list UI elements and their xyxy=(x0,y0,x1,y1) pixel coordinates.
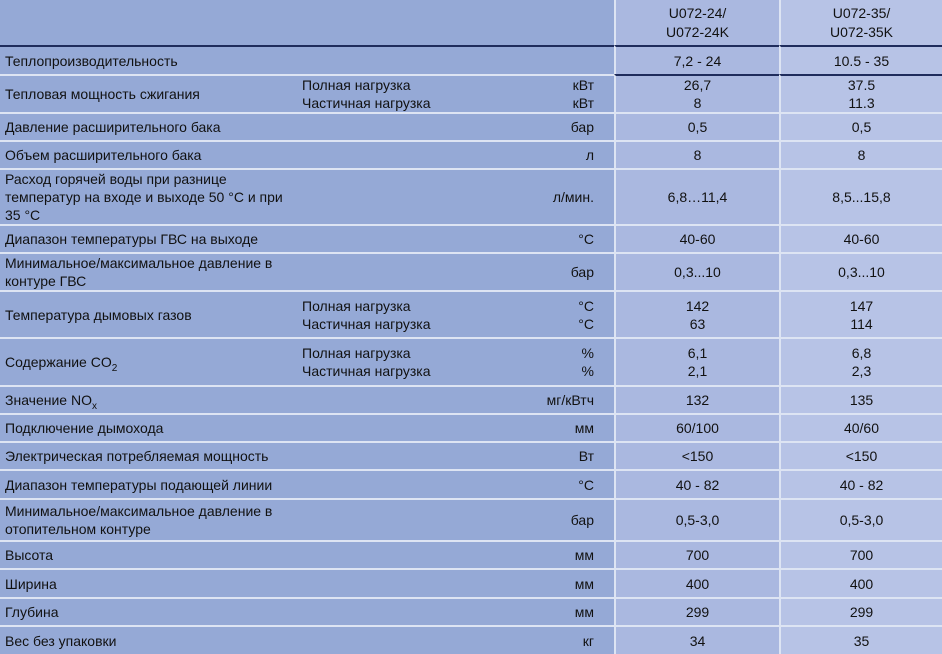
unit: °C xyxy=(485,469,614,498)
table-row xyxy=(0,252,942,290)
parameter-label: Содержание $CO_2$ xyxy=(0,337,300,385)
label-subscript: x xyxy=(91,400,97,412)
load-condition xyxy=(300,224,485,252)
model-1-value: 0,5 xyxy=(614,112,779,140)
model-1-value: <150 xyxy=(614,441,779,469)
load-condition xyxy=(300,498,485,540)
table-row xyxy=(0,413,942,441)
unit: мм xyxy=(485,568,614,597)
parameter-label: Теплопроизводительность xyxy=(0,45,300,74)
parameter-label: Высота xyxy=(0,540,300,568)
load-condition: Полная нагрузка Частичная нагрузка xyxy=(300,337,485,385)
parameter-label: Диапазон температуры подающей линии xyxy=(0,469,300,498)
unit: мм xyxy=(485,597,614,625)
unit xyxy=(485,45,614,74)
unit: бар xyxy=(485,498,614,540)
table-row xyxy=(0,74,942,112)
table-row xyxy=(0,498,942,540)
model-2-value: 0,5 xyxy=(779,112,942,140)
model-1-value: 7,2 - 24 xyxy=(614,45,779,74)
table-row xyxy=(0,568,942,597)
load-condition xyxy=(300,252,485,290)
load-condition: Полная нагрузка Частичная нагрузка xyxy=(300,290,485,337)
model-1-value: 26,7 8 xyxy=(614,74,779,112)
table-row xyxy=(0,385,942,413)
table-row xyxy=(0,337,942,385)
unit: бар xyxy=(485,252,614,290)
load-condition xyxy=(300,45,485,74)
load-condition xyxy=(300,597,485,625)
unit: °C °C xyxy=(485,290,614,337)
table-header-row xyxy=(0,0,942,45)
unit: мг/кВтч xyxy=(485,385,614,413)
model-1-value: 700 xyxy=(614,540,779,568)
model-1-value: 6,8…11,4 xyxy=(614,168,779,224)
parameter-label: Давление расширительного бака xyxy=(0,112,300,140)
model-1-value: 40 - 82 xyxy=(614,469,779,498)
model-2-value: 147 114 xyxy=(779,290,942,337)
model-2-value: 6,8 2,3 xyxy=(779,337,942,385)
parameter-label: Минимальное/максимальное давление в контуре ГВС xyxy=(0,252,300,290)
load-condition xyxy=(300,413,485,441)
model-1-value: 8 xyxy=(614,140,779,168)
model-1-value: 132 xyxy=(614,385,779,413)
model-2-header: U072-35/ U072-35K xyxy=(779,0,942,45)
table-row xyxy=(0,45,942,74)
table-row xyxy=(0,290,942,337)
table-row xyxy=(0,540,942,568)
parameter-label: Расход горячей воды при разнице температур на входе и выходе 50 °C и при 35 °C xyxy=(0,168,300,224)
table-row xyxy=(0,224,942,252)
model-1-value: 60/100 xyxy=(614,413,779,441)
parameter-label: Температура дымовых газов xyxy=(0,290,300,337)
model-2-value: 700 xyxy=(779,540,942,568)
model-1-value: 142 63 xyxy=(614,290,779,337)
parameter-label: Вес без упаковки xyxy=(0,625,300,654)
model-2-value: 400 xyxy=(779,568,942,597)
model-1-value: 0,3...10 xyxy=(614,252,779,290)
model-2-value: <150 xyxy=(779,441,942,469)
model-2-value: 8 xyxy=(779,140,942,168)
table-row xyxy=(0,469,942,498)
model-1-value: 0,5-3,0 xyxy=(614,498,779,540)
model-2-value: 0,3...10 xyxy=(779,252,942,290)
model-2-value: 299 xyxy=(779,597,942,625)
unit: кВт кВт xyxy=(485,74,614,112)
unit: мм xyxy=(485,413,614,441)
unit: бар xyxy=(485,112,614,140)
unit: л xyxy=(485,140,614,168)
parameter-label: Подключение дымохода xyxy=(0,413,300,441)
table-row xyxy=(0,597,942,625)
label-subscript: 2 xyxy=(111,362,118,374)
parameter-label: Минимальное/максимальное давление в отопительном контуре xyxy=(0,498,300,540)
table-row xyxy=(0,168,942,224)
load-condition: Полная нагрузка Частичная нагрузка xyxy=(300,74,485,112)
model-2-value: 35 xyxy=(779,625,942,654)
load-condition xyxy=(300,625,485,654)
load-condition xyxy=(300,469,485,498)
load-condition xyxy=(300,112,485,140)
table-row xyxy=(0,112,942,140)
model-2-value: 40-60 xyxy=(779,224,942,252)
model-2-value: 10.5 - 35 xyxy=(779,45,942,74)
model-1-value: 400 xyxy=(614,568,779,597)
load-condition xyxy=(300,168,485,224)
table-row xyxy=(0,441,942,469)
unit: % % xyxy=(485,337,614,385)
parameter-label: Электрическая потребляемая мощность xyxy=(0,441,300,469)
parameter-label: Глубина xyxy=(0,597,300,625)
unit: л/мин. xyxy=(485,168,614,224)
model-2-value: 135 xyxy=(779,385,942,413)
header-blank xyxy=(0,0,300,45)
model-1-value: 299 xyxy=(614,597,779,625)
model-1-header: U072-24/ U072-24K xyxy=(614,0,779,45)
load-condition xyxy=(300,568,485,597)
table-row xyxy=(0,140,942,168)
load-condition xyxy=(300,385,485,413)
load-condition xyxy=(300,540,485,568)
unit: мм xyxy=(485,540,614,568)
model-2-value: 37.5 11.3 xyxy=(779,74,942,112)
model-2-value: 8,5...15,8 xyxy=(779,168,942,224)
parameter-label: Тепловая мощность сжигания xyxy=(0,74,300,112)
unit: кг xyxy=(485,625,614,654)
model-2-value: 0,5-3,0 xyxy=(779,498,942,540)
unit: °C xyxy=(485,224,614,252)
model-1-value: 34 xyxy=(614,625,779,654)
parameter-label: Ширина xyxy=(0,568,300,597)
parameter-label: Объем расширительного бака xyxy=(0,140,300,168)
load-condition xyxy=(300,441,485,469)
table-row xyxy=(0,625,942,654)
parameter-label: Диапазон температуры ГВС на выходе xyxy=(0,224,300,252)
model-2-value: 40 - 82 xyxy=(779,469,942,498)
model-1-value: 6,1 2,1 xyxy=(614,337,779,385)
load-condition xyxy=(300,140,485,168)
model-1-value: 40-60 xyxy=(614,224,779,252)
parameter-label: Значение $NO_x$ xyxy=(0,385,300,413)
unit: Вт xyxy=(485,441,614,469)
model-2-value: 40/60 xyxy=(779,413,942,441)
